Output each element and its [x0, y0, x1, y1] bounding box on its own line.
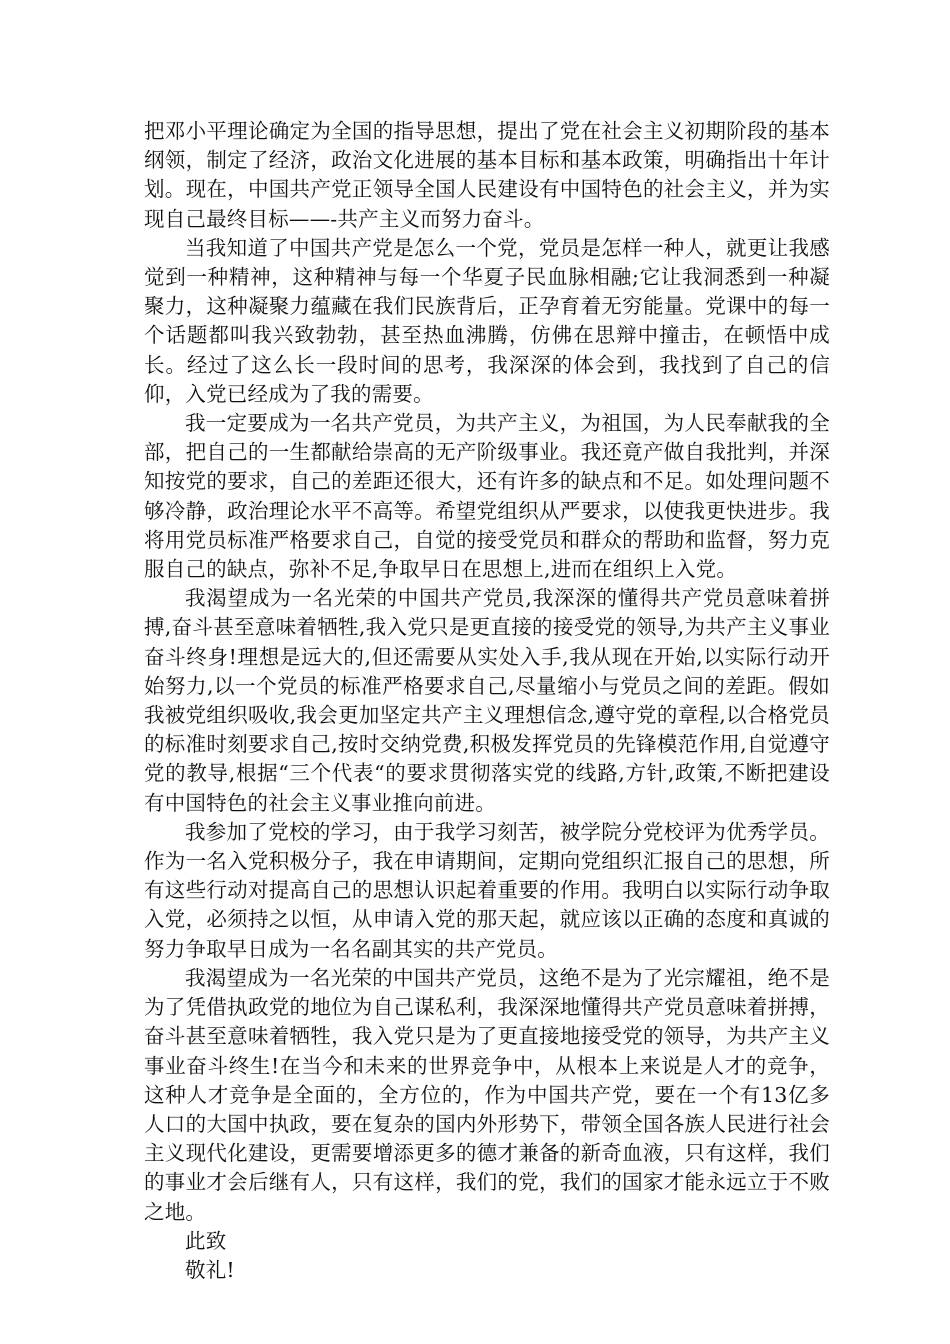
paragraph-3: 我一定要成为一名共产党员，为共产主义，为祖国，为人民奉献我的全部，把自己的一生都献给崇高的无产阶级事业。我还竟产做自我批判，并深知按党的要求，自己的差距还很大，还有许多的缺点和不足。如处理问题不够冷静，政治理论水平不高等。希望党组织从严要求，以使我更快进步。我将用党员标准严格要求自己，自觉的接受党员和群众的帮助和监督，努力克服自己的缺点，弥补不足,争取早日在思想上,进而在组织上入党。: [144, 411, 830, 582]
paragraph-4: 我渴望成为一名光荣的中国共产党员,我深深的懂得共产党员意味着拼搏,奋斗甚至意味着牺牲,我入党只是更直接的接受党的领导,为共产主义事业奋斗终身!理想是远大的,但还需要从实处入手,我从现在开始,以实际行动开始努力,以一个党员的标准严格要求自己,尽量缩小与党员之间的差距。假如我被党组织吸收,我会更加坚定共产主义理想信念,遵守党的章程,以合格党员的标准时刻要求自己,按时交纳党费,积极发挥党员的先锋模范作用,自觉遵守党的教导,根据“三个代表“的要求贯彻落实党的线路,方针,政策,不断把建设有中国特色的社会主义事业推向前进。: [144, 586, 830, 815]
paragraph-5: 我参加了党校的学习，由于我学习刻苦，被学院分党校评为优秀学员。作为一名入党积极分子，我在申请期间，定期向党组织汇报自己的思想，所有这些行动对提高自己的思想认识起着重要的作用。我明白以实际行动争取入党，必须持之以恒，从申请入党的那天起，就应该以正确的态度和真诚的努力争取早日成为一名名副其实的共产党员。: [144, 819, 830, 961]
document-page: [144, 117, 830, 1285]
closing-regards: 敬礼!: [185, 1257, 235, 1282]
paragraph-1: 把邓小平理论确定为全国的指导思想，提出了党在社会主义初期阶段的基本纲领，制定了经济，政治文化进展的基本目标和基本政策，明确指出十年计划。现在，中国共产党正领导全国人民建设有中国特色的社会主义，并为实现自己最终目标——-共产主义而努力奋斗。: [144, 119, 830, 231]
paragraph-2: 当我知道了中国共产党是怎么一个党，党员是怎样一种人，就更让我感觉到一种精神，这种精神与每一个华夏子民血脉相融;它让我洞悉到一种凝聚力，这种凝聚力蕴藏在我们民族背后，正孕育着无穷能量。党课中的每一个话题都叫我兴致勃勃，甚至热血沸腾，仿佛在思辩中撞击，在顿悟中成长。经过了这么长一段时间的思考，我深深的体会到，我找到了自己的信仰，入党已经成为了我的需要。: [144, 235, 830, 406]
paragraph-6: 我渴望成为一名光荣的中国共产党员，这绝不是为了光宗耀祖，绝不是为了凭借执政党的地位为自己谋私利，我深深地懂得共产党员意味着拼搏，奋斗甚至意味着牺牲，我入党只是为了更直接地接受党的领导，为共产主义事业奋斗终生!在当今和未来的世界竞争中，从根本上来说是人才的竞争，这种人才竞争是全面的，全方位的，作为中国共产党，要在一个有13亿多人口的大国中执政，要在复杂的国内外形势下，带领全国各族人民进行社会主义现代化建设，更需要增添更多的德才兼备的新奇血液，只有这样，我们的事业才会后继有人，只有这样，我们的党，我们的国家才能永远立于不败之地。: [144, 965, 830, 1224]
closing-salutation: 此致: [185, 1228, 227, 1253]
